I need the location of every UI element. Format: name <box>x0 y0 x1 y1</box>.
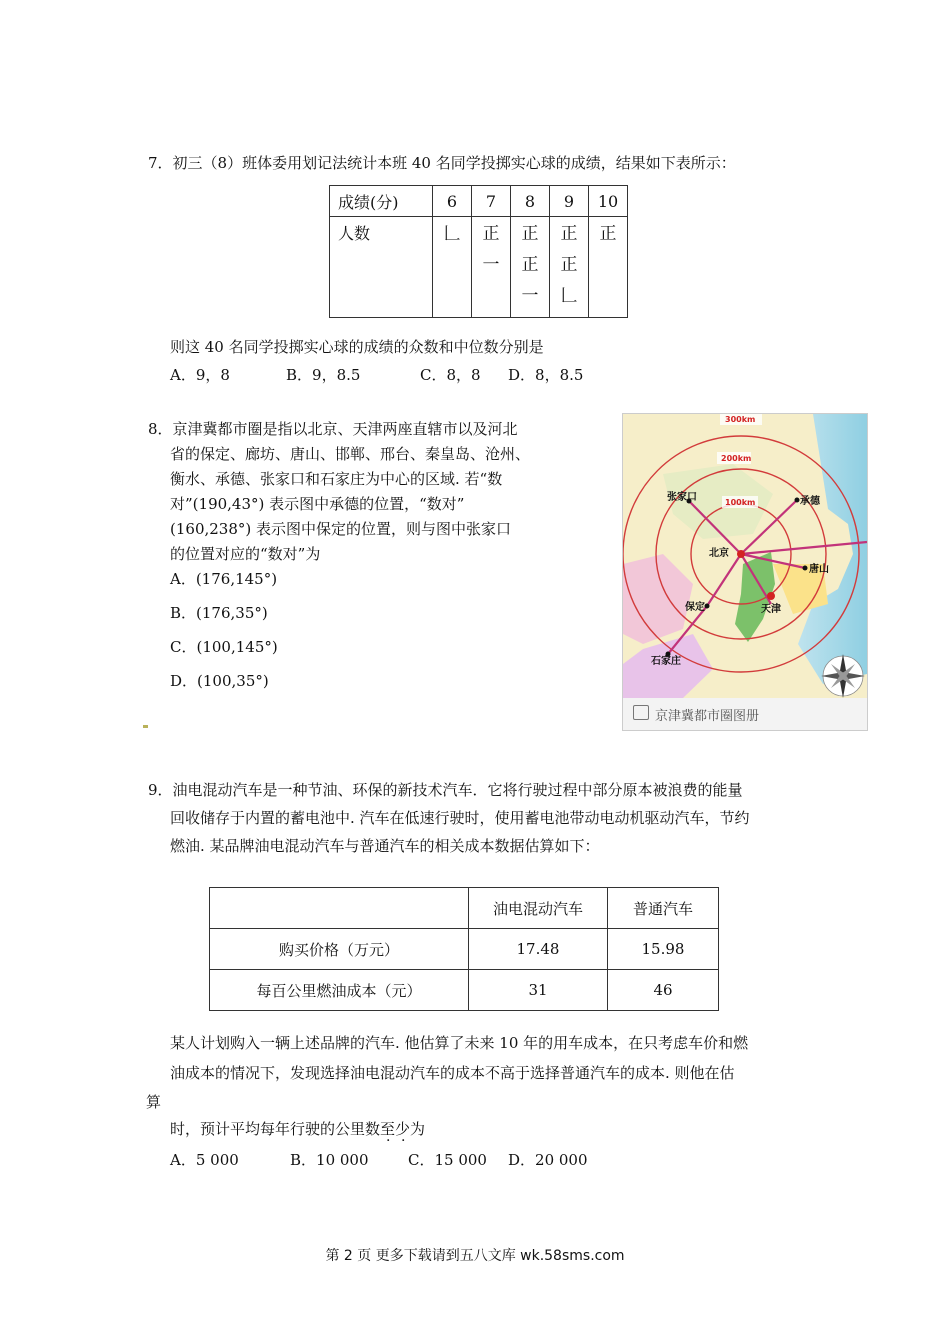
q7-tally-cell <box>511 217 550 318</box>
table-row <box>210 929 719 970</box>
q9-last-suffix: 为 <box>410 1120 426 1138</box>
q8-line: 衡水、承德、张家口和石家庄为中心的区域. 若“数 <box>170 470 503 488</box>
q7-score: 7 <box>472 186 511 217</box>
q7-tally-cell <box>472 217 511 318</box>
ring-label: 200km <box>721 454 752 463</box>
q9-option-d: D．20 000 <box>508 1151 588 1169</box>
emphasis-char: 少 <box>395 1120 411 1138</box>
ring-label: 300km <box>725 415 756 424</box>
q9-option-a: A．5 000 <box>170 1151 239 1169</box>
q7-score: 10 <box>589 186 628 217</box>
q7-tally-cell <box>589 217 628 318</box>
tally-mark: 𠃊 <box>560 286 578 306</box>
q9-after-line: 某人计划购入一辆上述品牌的汽车. 他估算了未来 10 年的用车成本，在只考虑车价和燃 <box>170 1034 749 1052</box>
city-dot <box>737 550 745 558</box>
q7-row2-label: 人数 <box>330 217 433 318</box>
q9-line: 燃油. 某品牌油电混动汽车与普通汽车的相关成本数据估算如下： <box>170 837 600 855</box>
page-footer: 第 2 页 更多下载请到五八文库 wk.58sms.com <box>325 1248 625 1264</box>
q8-line: 对”(190,43°) 表示图中承德的位置，“数对” <box>170 495 465 513</box>
city-dot <box>767 592 775 600</box>
q9-last-prefix: 时，预计平均每年行驶的公里数 <box>170 1120 381 1138</box>
q7-question: 则这 40 名同学投掷实心球的成绩的众数和中位数分别是 <box>170 338 544 356</box>
q9-option-c: C．15 000 <box>408 1151 487 1169</box>
q8-option-a: A．(176,145°) <box>170 570 278 588</box>
tally-mark: 正 <box>482 224 500 244</box>
q7-score: 8 <box>511 186 550 217</box>
city-label: 张家口 <box>667 492 697 503</box>
city-label: 天津 <box>761 604 781 615</box>
q9-option-b: B．10 000 <box>290 1151 369 1169</box>
q7-score: 9 <box>550 186 589 217</box>
q8-line: 8．京津冀都市圈是指以北京、天津两座直辖市以及河北 <box>148 420 518 438</box>
q7-stem: 7．初三（8）班体委用划记法统计本班 40 名同学投掷实心球的成绩，结果如下表所示： <box>148 154 736 172</box>
emphasis-char: 至 <box>380 1120 396 1138</box>
tally-mark: 正 <box>560 224 578 244</box>
q9-row-label: 购买价格（万元） <box>210 929 469 970</box>
q7-option-b: B．9，8.5 <box>286 366 361 384</box>
decorative-mark <box>143 725 148 728</box>
city-label: 保定 <box>685 602 705 613</box>
q9-header-cell: 普通汽车 <box>608 888 719 929</box>
tally-mark: 正 <box>521 224 539 244</box>
map-caption <box>623 698 867 730</box>
q7-row1-label: 成绩(分) <box>330 186 433 217</box>
tally-mark: 一 <box>482 255 500 275</box>
image-icon <box>633 705 649 720</box>
tally-mark: 一 <box>521 286 539 306</box>
q7-score: 6 <box>433 186 472 217</box>
q8-line: 省的保定、廊坊、唐山、邯郸、邢台、秦皇岛、沧州、 <box>170 445 531 463</box>
q7-tally-cell <box>550 217 589 318</box>
q9-value-cell: 17.48 <box>469 929 608 970</box>
map-caption-text: 京津冀都市圈图册 <box>655 709 760 724</box>
q9-line: 9．油电混动汽车是一种节油、环保的新技术汽车．它将行驶过程中部分原本被浪费的能量 <box>148 781 743 799</box>
q7-score-table <box>329 185 628 318</box>
city-dot <box>705 604 710 609</box>
city-dot <box>795 498 800 503</box>
map-figure <box>622 413 868 731</box>
city-label: 石家庄 <box>651 656 681 667</box>
tally-mark: 正 <box>599 224 617 244</box>
q9-last-line <box>170 1118 425 1140</box>
q8-option-b: B．(176,35°) <box>170 604 268 622</box>
q8-line: 的位置对应的“数对”为 <box>170 545 321 563</box>
table-row <box>210 970 719 1011</box>
q7-option-c: C．8，8 <box>420 366 481 384</box>
q9-value-cell: 31 <box>469 970 608 1011</box>
q9-after-line: 油成本的情况下，发现选择油电混动汽车的成本不高于选择普通汽车的成本. 则他在估 <box>170 1064 735 1082</box>
city-dot <box>803 566 808 571</box>
q7-option-a: A．9，8 <box>170 366 230 384</box>
city-label: 唐山 <box>809 564 829 575</box>
tally-mark: 𠃊 <box>443 224 461 244</box>
ring-label: 100km <box>725 498 756 507</box>
q9-value-cell: 15.98 <box>608 929 719 970</box>
city-label: 北京 <box>709 548 729 559</box>
q9-header-cell <box>210 888 469 929</box>
tally-mark: 正 <box>560 255 578 275</box>
q9-after-line: 算 <box>146 1093 162 1111</box>
q8-line: (160,238°) 表示图中保定的位置，则与图中张家口 <box>170 520 512 538</box>
city-label: 承德 <box>800 496 820 507</box>
q9-value-cell: 46 <box>608 970 719 1011</box>
q9-line: 回收储存于内置的蓄电池中. 汽车在低速行驶时，使用蓄电池带动电动机驱动汽车，节约 <box>170 809 750 827</box>
q9-row-label: 每百公里燃油成本（元） <box>210 970 469 1011</box>
q8-option-c: C．(100,145°) <box>170 638 278 656</box>
q9-cost-table <box>209 887 719 1011</box>
q9-header-cell: 油电混动汽车 <box>469 888 608 929</box>
tally-mark: 正 <box>521 255 539 275</box>
q7-tally-cell <box>433 217 472 318</box>
q7-option-d: D．8，8.5 <box>508 366 584 384</box>
map-illustration <box>623 414 867 730</box>
q8-option-d: D．(100,35°) <box>170 672 269 690</box>
